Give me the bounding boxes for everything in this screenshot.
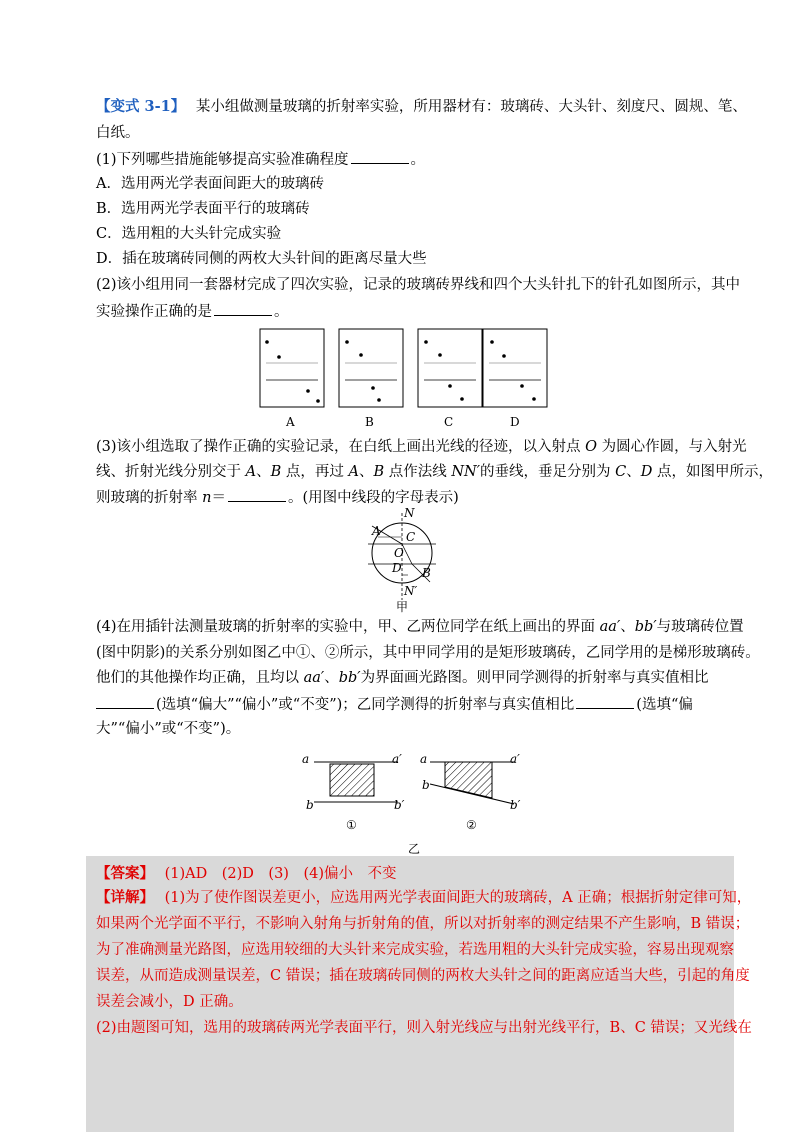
label-b-prime-left: b′ <box>394 798 405 812</box>
part2-question-line1: (2)该小组用同一套器材完成了四次实验，记录的玻璃砖界线和四个大头针扎下的针孔如图所示，其中 <box>96 277 741 293</box>
part3-line1: (3)该小组选取了操作正确的实验记录，在白纸上画出光线的径迹，以入射点 O 为圆心作圆，与入射光 <box>96 439 747 455</box>
label-c: C <box>444 415 454 429</box>
label-a-prime-left: a′ <box>392 752 402 766</box>
label-a-left: a <box>302 752 310 766</box>
label-b-prime-right: b′ <box>510 798 521 812</box>
part3-line3: 则玻璃的折射率 n＝ 。(用图中线段的字母表示) <box>96 487 736 508</box>
part4-line1: (4)在用插针法测量玻璃的折射率的实验中，甲、乙两位同学在纸上画出的界面 aa′、bb′与玻璃砖位置 <box>96 619 744 635</box>
label-d: D <box>510 415 520 429</box>
pin-hole-figure <box>258 327 548 431</box>
blank-3 <box>228 487 286 502</box>
question-intro-line <box>96 97 747 117</box>
figure-yi-caption: 乙 <box>408 842 421 856</box>
part4-line4: (选填“偏大”“偏小”或“不变”)；乙同学测得的折射率与真实值相比 (选填“偏 <box>96 694 736 715</box>
diagram-1 <box>314 762 398 802</box>
detail-tag: 【详解】 <box>96 889 154 906</box>
panel-b <box>339 329 403 407</box>
circle-refraction-figure <box>364 508 444 612</box>
detail-line-1: 【详解】 (1)为了使作图误差更小，应选用两光学表面间距大的玻璃砖，A 正确；根据折射定律可知， <box>96 889 752 906</box>
question-intro: 某小组做测量玻璃的折射率实验，所用器材有：玻璃砖、大头针、刻度尺、圆规、笔、 <box>195 99 747 115</box>
option-d: D．插在玻璃砖同侧的两枚大头针间的距离尽量大些 <box>96 251 427 267</box>
answer-text: (1)AD (2)D (3) (4)偏小 不变 <box>164 866 397 882</box>
diagram-2 <box>430 762 514 804</box>
blank-1 <box>351 149 409 164</box>
label-a: A <box>286 415 295 429</box>
part4-line2: (图中阴影)的关系分别如图乙中①、②所示，其中甲同学用的是矩形玻璃砖，乙同学用的是梯形玻璃砖。 <box>96 645 760 661</box>
label-c-point: C <box>406 530 416 544</box>
part1-question: (1)下列哪些措施能够提高实验准确程度 。 <box>96 149 736 170</box>
label-o-point: O <box>394 546 404 560</box>
label-b-left: b <box>306 798 314 812</box>
detail-line-3: 为了准确测量光路图，应选用较细的大头针来完成实验，若选用粗的大头针完成实验，容易出现观察 <box>96 942 734 958</box>
option-b: B．选用两光学表面平行的玻璃砖 <box>96 201 310 217</box>
panel-d <box>483 329 547 407</box>
option-c: C．选用粗的大头针完成实验 <box>96 226 282 242</box>
label-d-point: D <box>392 561 402 575</box>
label-b: B <box>365 415 374 429</box>
label-circled-2: ② <box>466 818 477 832</box>
blank-5 <box>576 694 634 709</box>
part2-question-line2: 实验操作正确的是 。 <box>96 301 736 322</box>
part4-line5: 大”“偏小”或“不变”)。 <box>96 721 241 737</box>
label-b-point: B <box>422 566 431 580</box>
label-n: N <box>404 506 415 520</box>
label-circled-1: ① <box>346 818 357 832</box>
label-n-prime: N′ <box>404 584 418 598</box>
answer-tag: 【答案】 <box>96 865 154 882</box>
detail-line-2: 如果两个光学面不平行，不影响入射角与折射角的值，所以对折射率的测定结果不产生影响，B 错误； <box>96 916 750 932</box>
label-a-prime-right: a′ <box>510 752 520 766</box>
label-a-right: a <box>420 752 428 766</box>
question-intro-line-2: 白纸。 <box>96 125 140 141</box>
label-b-right: b <box>422 778 430 792</box>
detail-line-4: 误差，从而造成测量误差，C 错误；插在玻璃砖同侧的两枚大头针之间的距离应适当大些，引起的角度 <box>96 968 750 984</box>
part4-line3: 他们的其他操作均正确，且均以 aa′、bb′为界面画光路图。则甲同学测得的折射率与真实值相比 <box>96 670 709 686</box>
blank-2 <box>214 301 272 316</box>
detail-line-5: 误差会减小，D 正确。 <box>96 994 243 1010</box>
label-a-point: A <box>372 524 381 538</box>
panel-a <box>260 329 324 407</box>
part3-line2: 线、折射光线分别交于 A、B 点，再过 A、B 点作法线 NN′的垂线，垂足分别为 C、D 点，如图甲所示， <box>96 464 773 480</box>
option-a: A．选用两光学表面间距大的玻璃砖 <box>96 176 324 192</box>
blank-4 <box>96 694 154 709</box>
interface-figure <box>300 748 530 858</box>
detail-line-6: (2)由题图可知，选用的玻璃砖两光学表面平行，则入射光线应与出射光线平行，B、C 错误；又光线在 <box>96 1020 752 1036</box>
answer-line <box>96 864 736 884</box>
panel-c <box>418 329 482 407</box>
variant-tag: 【变式 3-1】 <box>96 98 186 115</box>
figure-jia-caption: 甲 <box>396 600 409 614</box>
